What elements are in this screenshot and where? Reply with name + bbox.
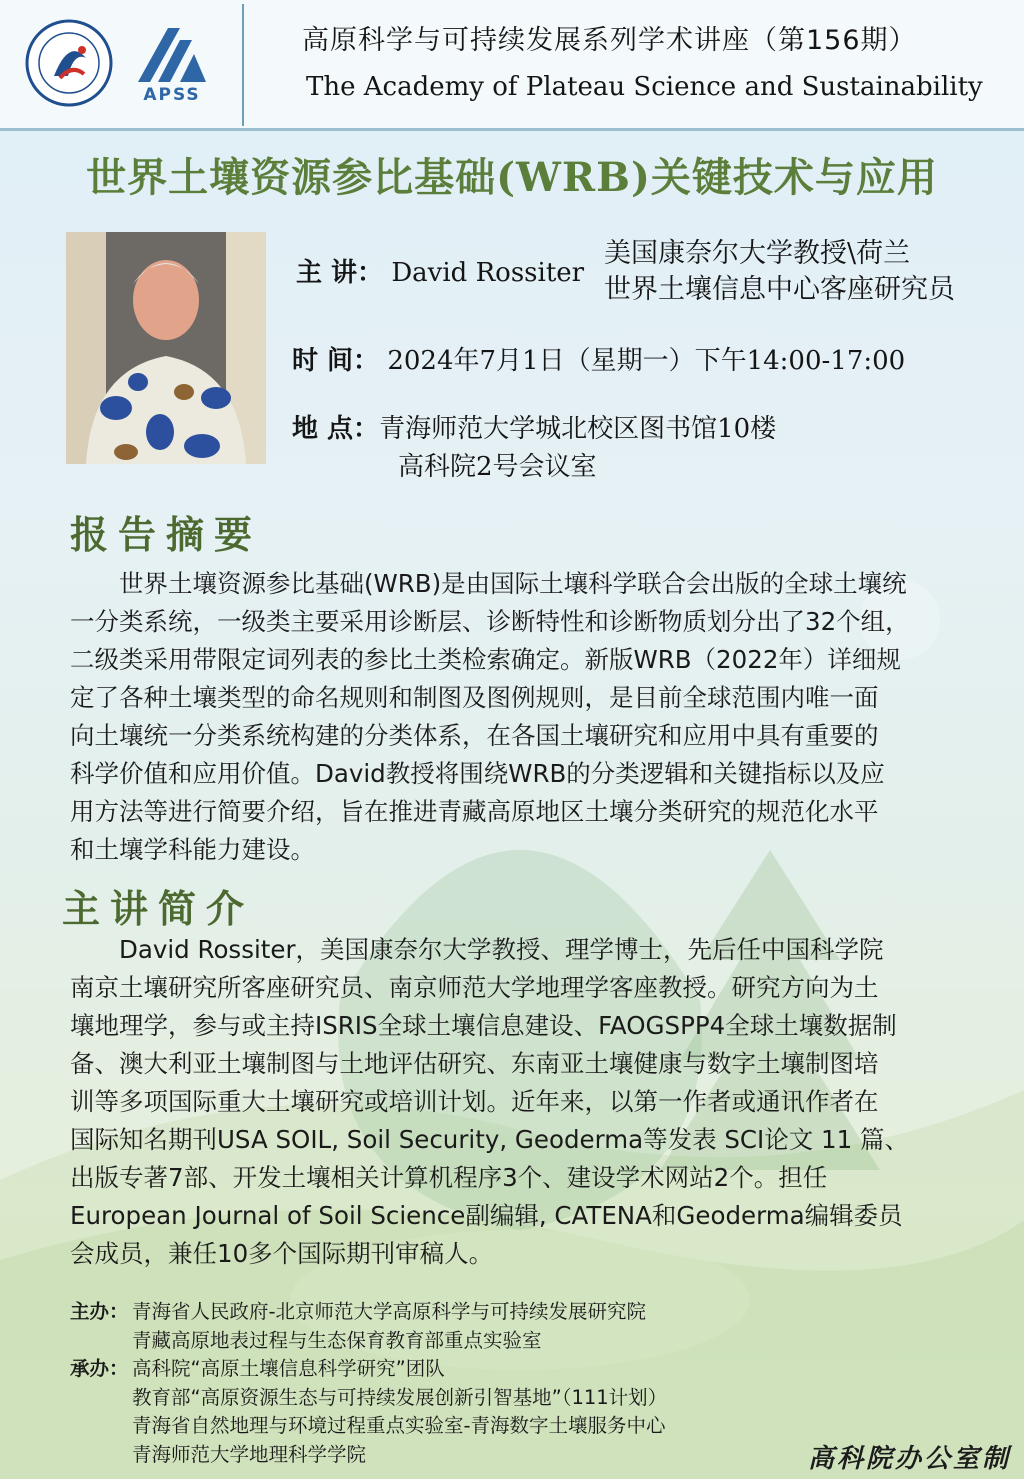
place-value: 青海师范大学城北校区图书馆10楼: [379, 414, 777, 444]
abstract-line: 一分类系统，一级类主要采用诊断层、诊断特性和诊断物质划分出了32个组，: [70, 607, 910, 636]
host-item: 青海省人民政府-北京师范大学高原科学与可持续发展研究院: [132, 1300, 647, 1323]
bio-line: David Rossiter，美国康奈尔大学教授、理学博士，先后任中国科学院: [70, 935, 884, 964]
abstract-text: [70, 565, 970, 869]
speaker-affiliation: [604, 236, 955, 308]
bio-heading: 主讲简介: [62, 886, 255, 931]
abstract-line: 二级类采用带限定词列表的参比土类检索确定。新版WRB（2022年）详细规: [70, 645, 901, 674]
lecture-title: 世界土壤资源参比基础(WRB)关键技术与应用: [86, 154, 938, 201]
speaker-photo: [66, 232, 266, 464]
bio-line: 南京土壤研究所客座研究员、南京师范大学地理学客座教授。研究方向为土: [70, 973, 879, 1002]
co-host-item: 青海师范大学地理科学学院: [132, 1442, 367, 1466]
qhnu-logo-icon: [24, 18, 114, 108]
co-host-item: 高科院“高原土壤信息科学研究”团队: [132, 1357, 445, 1380]
series-title: 高原科学与可持续发展系列学术讲座（第156期）: [302, 25, 917, 56]
place-line: [292, 410, 776, 486]
bio-line: 训等多项国际重大土壤研究或培训计划。近年来，以第一作者或通讯作者在: [70, 1087, 879, 1116]
bio-line: European Journal of Soil Science副编辑, CATENA和Geoderma编辑委员: [70, 1201, 903, 1230]
header-bar: [0, 0, 1024, 131]
abstract-line: 定了各种土壤类型的命名规则和制图及图例规则，是目前全球范围内唯一面: [70, 683, 879, 712]
office-signature: 高科院办公室制: [808, 1444, 1012, 1474]
speaker-affiliation-line: 世界土壤信息中心客座研究员: [604, 274, 955, 305]
bio-line: 出版专著7部、开发土壤相关计算机程序3个、建设学术网站2个。担任: [70, 1163, 828, 1192]
speaker-affiliation-line: 美国康奈尔大学教授\荷兰: [604, 238, 911, 269]
speaker-name: David Rossiter: [391, 258, 585, 288]
time-label: 时 间：: [292, 346, 380, 376]
co-host-label: 承办：: [70, 1357, 129, 1380]
abstract-line: 科学价值和应用价值。David教授将围绕WRB的分类逻辑和关键指标以及应: [70, 759, 885, 788]
co-host-item: 教育部“高原资源生态与可持续发展创新引智基地”（111计划）: [132, 1385, 668, 1409]
time-value: 2024年7月1日（星期一）下午14:00-17:00: [387, 346, 906, 376]
speaker-label: 主 讲：: [296, 258, 384, 288]
abstract-line: 向土壤统一分类系统构建的分类体系，在各国土壤研究和应用中具有重要的: [70, 721, 879, 750]
host-label: 主办：: [70, 1300, 129, 1323]
bio-text: [70, 931, 975, 1273]
place-label: 地 点：: [292, 414, 380, 444]
bio-line: 备、澳大利亚土壤制图与土地评估研究、东南亚土壤健康与数字土壤制图培: [70, 1049, 879, 1078]
bio-line: 壤地理学，参与或主持ISRIS全球土壤信息建设、FAOGSPP4全球土壤数据制: [70, 1011, 897, 1040]
abstract-heading: 报告摘要: [70, 512, 263, 557]
time-line: [292, 340, 905, 377]
speaker-line: [296, 252, 584, 289]
place-value-2: 高科院2号会议室: [398, 452, 597, 482]
bio-line: 会成员，兼任10多个国际期刊审稿人。: [70, 1239, 494, 1268]
organizers-block: [70, 1298, 667, 1469]
abstract-line: 世界土壤资源参比基础(WRB)是由国际土壤科学联合会出版的全球土壤统: [70, 569, 907, 598]
co-host-item: 青海省自然地理与环境过程重点实验室-青海数字土壤服务中心: [132, 1414, 666, 1437]
header-divider: [242, 4, 244, 126]
apss-logo-icon: [128, 20, 216, 104]
academy-name: The Academy of Plateau Science and Sustainability: [306, 72, 983, 102]
abstract-line: 用方法等进行简要介绍，旨在推进青藏高原地区土壤分类研究的规范化水平: [70, 797, 879, 826]
bio-line: 国际知名期刊USA SOIL, Soil Security, Geoderma等发表 SCI论文 11 篇、: [70, 1125, 910, 1154]
abstract-line: 和土壤学科能力建设。: [70, 835, 315, 864]
host-item: 青藏高原地表过程与生态保育教育部重点实验室: [132, 1328, 542, 1352]
svg-text:APSS: APSS: [143, 85, 201, 104]
